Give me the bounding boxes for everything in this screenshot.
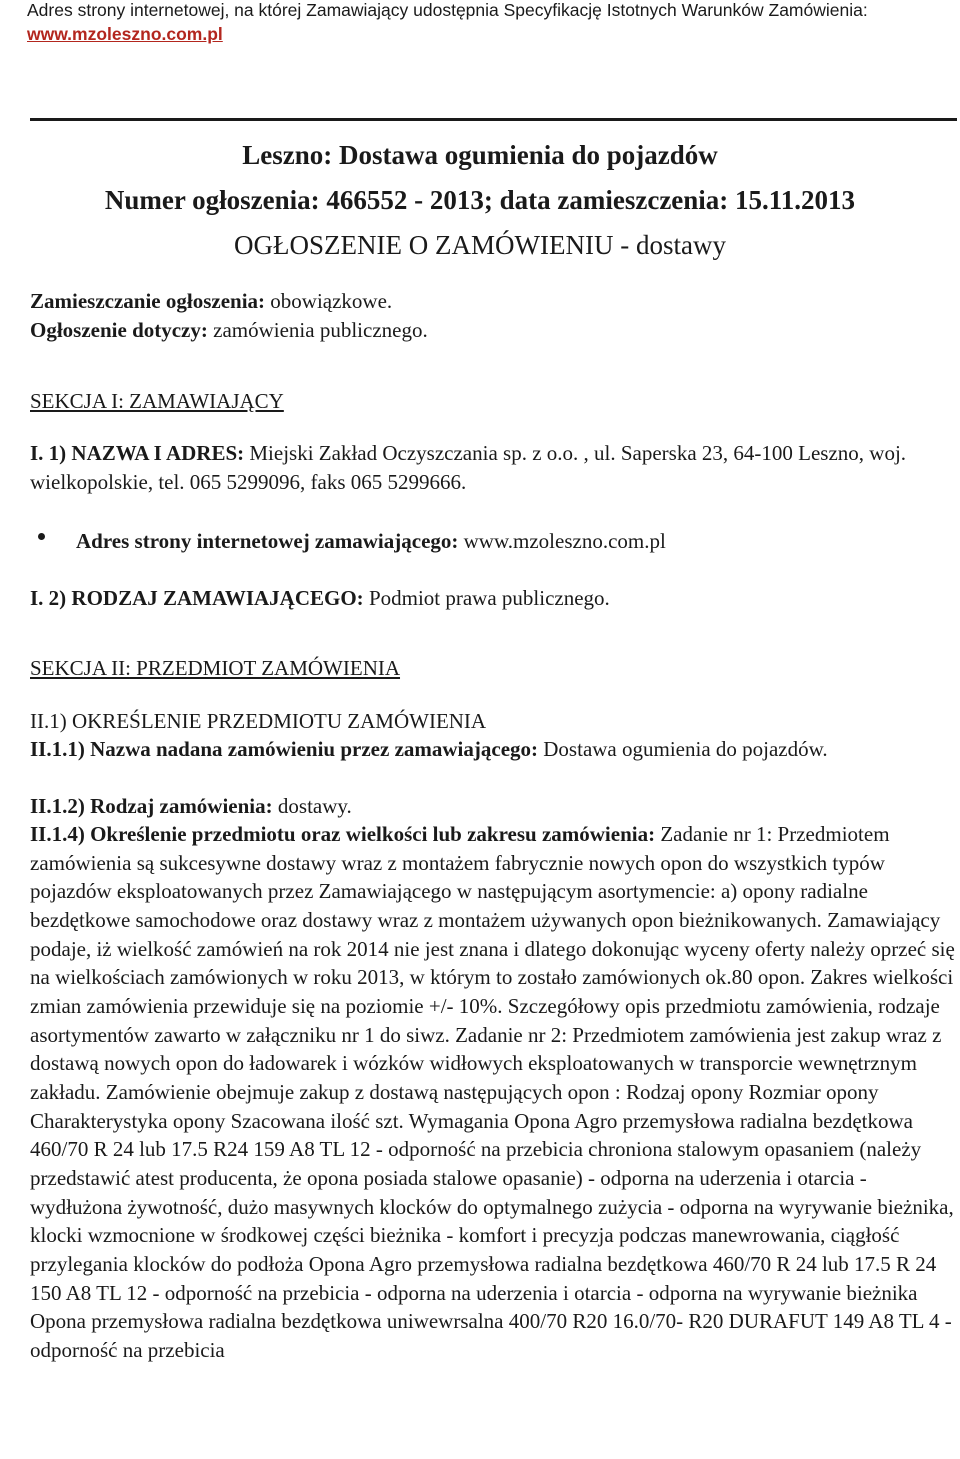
order-kind-label: II.1.2) Rodzaj zamówienia: [30,794,273,818]
placement-row [30,287,955,316]
document-header [27,0,947,46]
order-name-label: II.1.1) Nazwa nadana zamówieniu przez zamawiającego: [30,737,539,761]
contracting-type-value: Podmiot prawa publicznego. [368,586,610,610]
notice-number: Numer ogłoszenia: 466552 - 2013; data zamieszczenia: 15.11.2013 [104,185,856,215]
header-text: Adres strony internetowej, na której Zamawiający udostępnia Specyfikację Istotnych Warunków Zamówienia: [27,0,868,20]
order-kind-value: dostawy. [277,794,352,818]
order-name-row [30,735,955,764]
placement-label: Zamieszczanie ogłoszenia: [30,289,266,313]
order-kind-row [30,792,955,821]
name-address-label: I. 1) NAZWA I ADRES: [30,441,245,465]
website-value[interactable]: www.mzoleszno.com.pl [463,529,666,553]
notice-title: Leszno: Dostawa ogumienia do pojazdów [242,140,718,170]
concerns-label: Ogłoszenie dotyczy: [30,318,208,342]
order-description-label: II.1.4) Określenie przedmiotu oraz wielkości lub zakresu zamówienia: [30,822,656,846]
order-description-value: Zadanie nr 1: Przedmiotem zamówienia są sukcesywne dostawy wraz z montażem fabrycznie nowych opon do wszystkich typów pojazdów eksploatowanych przez Zamawiającego w następującym asortymencie: a) opony radialne bezdętkowe samochodowe oraz dostawy wraz z montażem używanych opon bieżnikowanych. Zamawiający podaje, iż wielkość zamówień na rok 2014 nie jest znana i dlatego dokonując wyceny oferty należy oprzeć się na wielkościach zamówionych w roku 2013, w którym to zostało zamówionych ok.80 opon. Zakres wielkości zmian zamówienia przewiduje się na poziomie +/- 10%. Szczegółowy opis przedmiotu zamówienia, rodzaje asortymentów zawarto w załączniku nr 1 do siwz. Zadanie nr 2: Przedmiotem zamówienia jest zakup wraz z dostawą nowych opon do ładowarek i wózków widłowych eksploatowanych w transporcie wewnętrznym zakładu. Zamówienie obejmuje zakup z dostawą następujących opon : Rodzaj opony Rozmiar opony Charakterystyka opony Szacowana ilość szt. Wymagania Opona Agro przemysłowa radialna bezdętkowa 460/70 R 24 lub 17.5 R24 159 A8 TL 12 - odporność na przebicia chroniona stalowym opasaniem (należy przedstawić atest producenta, że opona posiada stalowe opasanie) - odporna na uderzenia i otarcia - wydłużona żywotność, dużo masywnych klocków do optymalnego zużycia - odporna na wyrywanie bieżnika, klocki wzmocnione w środkowej części bieżnika - komfort i precyzja podczas manewrowania, ciągłość przylegania klocków do podłoża Opona Agro przemysłowa radialna bezdętkowa 460/70 R 24 lub 17.5 R 24 150 A8 TL 12 - odporność na przebicia - odporna na uderzenia i otarcia - odporna na wyrywanie bieżnika Opona przemysłowa radialna bezdętkowa uniwewrsalna 400/70 R20 16.0/70- R20 DURAFUT 149 A8 TL 4 - odporność na przebicia [30,822,955,1362]
name-address-value: Miejski Zakład Oczyszczania sp. z o.o. , ul. Saperska 23, 64-100 Leszno, woj. wielkopolskie, tel. 065 5299096, faks 065 5299666. [30,441,907,494]
subject-subheading: II.1) OKREŚLENIE PRZEDMIOTU ZAMÓWIENIA [30,709,487,733]
website-label: Adres strony internetowej zamawiającego: [76,529,459,553]
contracting-type-row [30,584,955,613]
section-1-heading: SEKCJA I: ZAMAWIAJĄCY [30,389,284,413]
header-divider [30,118,957,121]
notice-type: OGŁOSZENIE O ZAMÓWIENIU - dostawy [234,230,726,260]
placement-value: obowiązkowe. [270,289,393,313]
contracting-type-label: I. 2) RODZAJ ZAMAWIAJĄCEGO: [30,586,364,610]
section-2-heading: SEKCJA II: PRZEDMIOT ZAMÓWIENIA [30,656,401,680]
concerns-row [30,316,955,345]
website-row [76,527,946,556]
bullet-icon [38,533,45,540]
concerns-value: zamówienia publicznego. [213,318,428,342]
contracting-name-address [30,439,955,496]
header-url-link[interactable]: www.mzoleszno.com.pl [27,24,223,44]
order-name-value: Dostawa ogumienia do pojazdów. [543,737,828,761]
order-description [30,820,955,1364]
